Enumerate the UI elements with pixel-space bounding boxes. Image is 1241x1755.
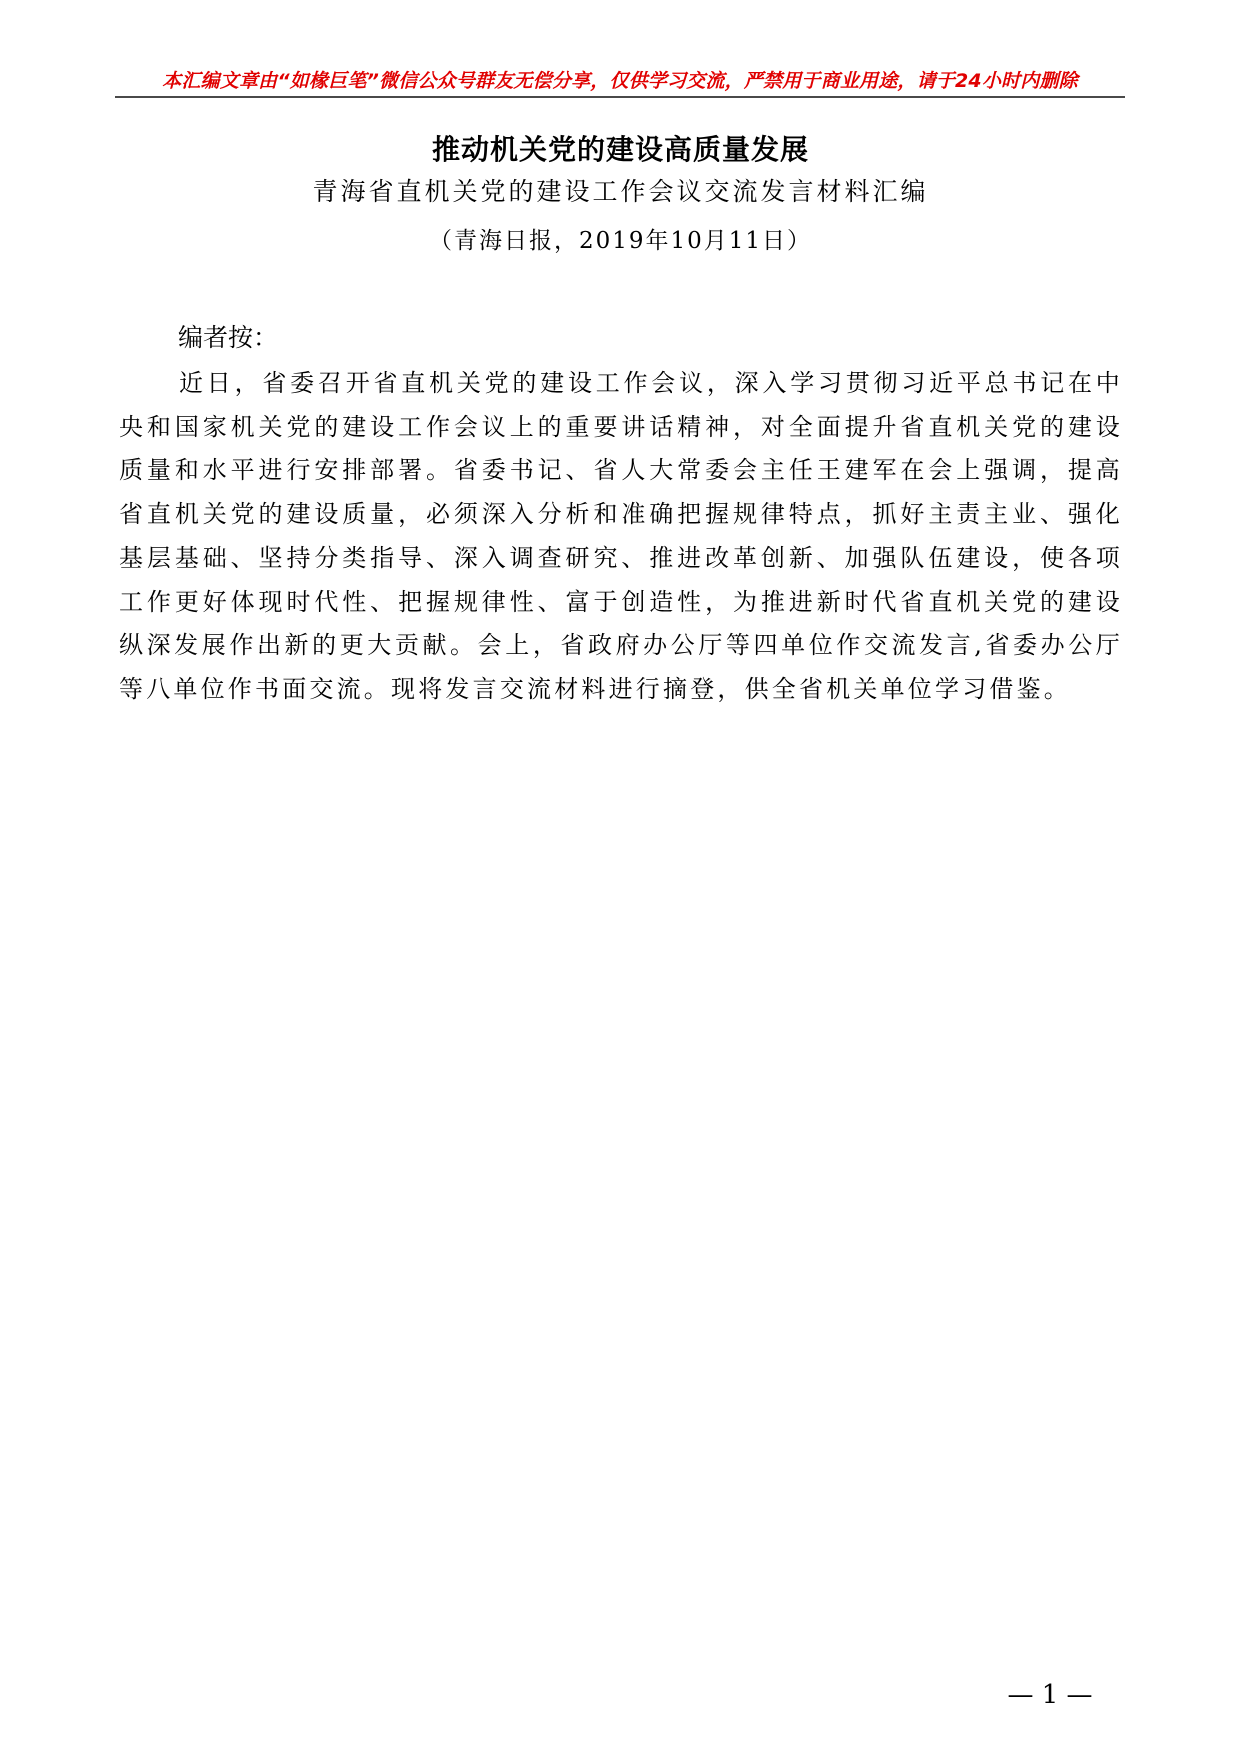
page-number: — 1 — [1007, 1680, 1093, 1710]
distribution-notice: 本汇编文章由“如椽巨笔”微信公众号群友无偿分享，仅供学习交流，严禁用于商业用途，请于24小时内删除 [162, 70, 1078, 92]
document-title: 推动机关党的建设高质量发展 [431, 133, 809, 166]
editor-note-body: 近日，省委召开省直机关党的建设工作会议，深入学习贯彻习近平总书记在中央和国家机关党的建设工作会议上的重要讲话精神，对全面提升省直机关党的建设质量和水平进行安排部署。省委书记、省人大常委会主任王建军在会上强调，提高省直机关党的建设质量，必须深入分析和准确把握规律特点，抓好主责主业、强化基层基础、坚持分类指导、深入调查研究、推进改革创新、加强队伍建设，使各项工作更好体现时代性、把握规律性、富于创造性，为推进新时代省直机关党的建设纵深发展作出新的更大贡献。会上，省政府办公厅等四单位作交流发言,省委办公厅等八单位作书面交流。现将发言交流材料进行摘登，供全省机关单位学习借鉴。 [119, 369, 1123, 703]
document-source: （青海日报，2019年10月11日） [428, 228, 813, 254]
editor-note-label: 编者按： [178, 323, 279, 352]
header-divider [115, 96, 1125, 98]
document-subtitle: 青海省直机关党的建设工作会议交流发言材料汇编 [312, 177, 929, 206]
